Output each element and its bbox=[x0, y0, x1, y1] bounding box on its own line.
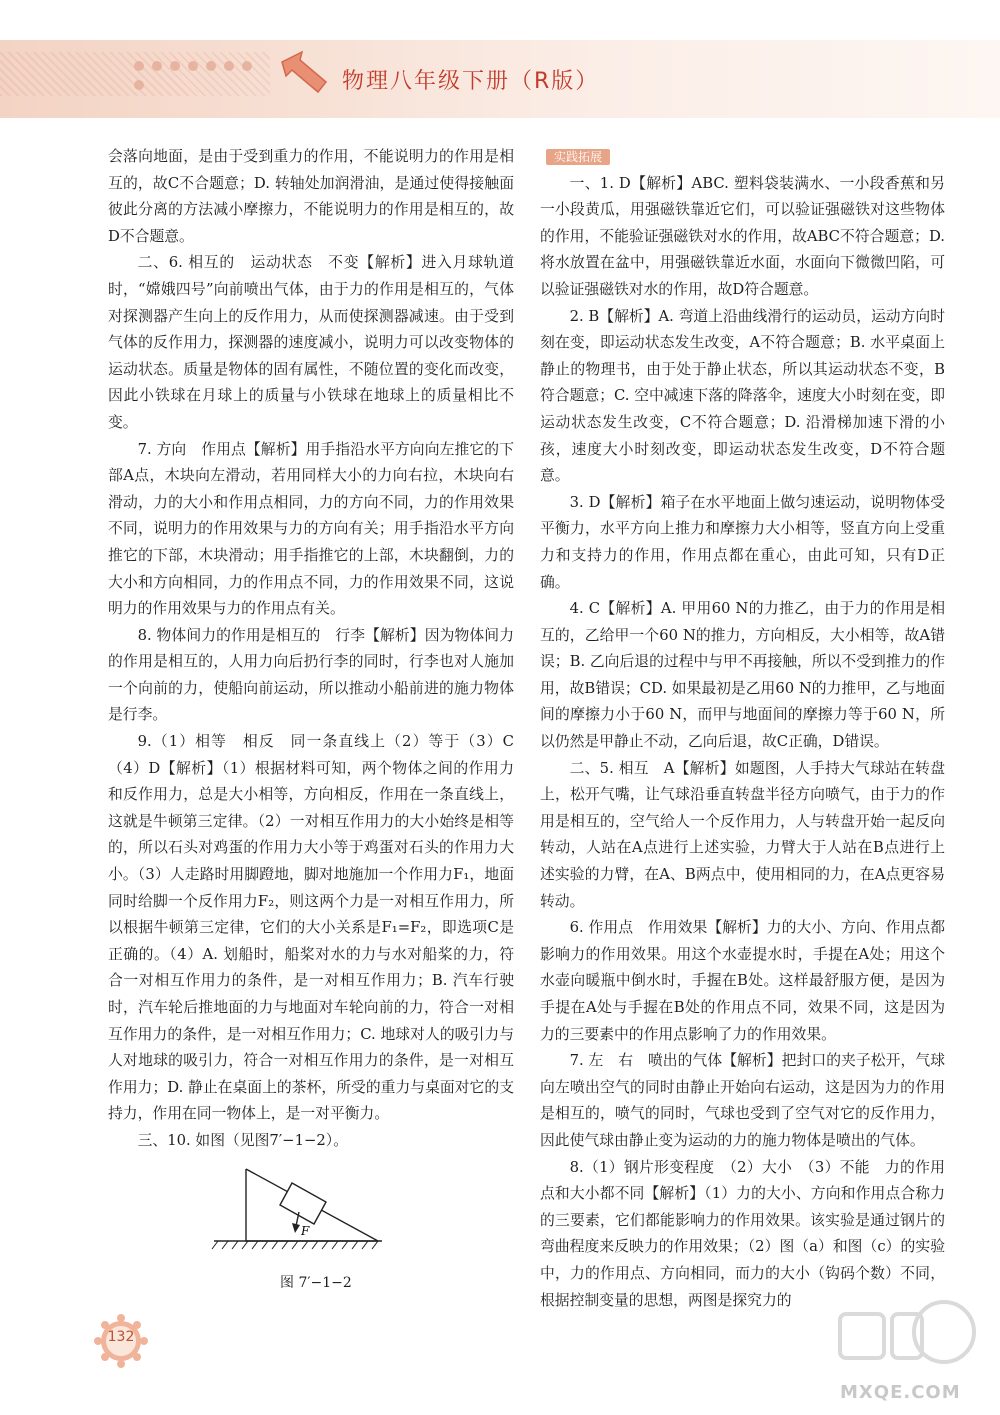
header-dots-decoration bbox=[130, 58, 260, 88]
left-column bbox=[108, 144, 514, 1155]
arrow-icon bbox=[276, 48, 332, 104]
page-number: 132 bbox=[107, 1329, 135, 1345]
page-header-title: 物理八年级下册（R版） bbox=[342, 69, 600, 94]
answer-paragraph: 二、5. 相互 A【解析】如题图，人手持大气球站在转盘上，松开气嘴，让气球沿垂直转盘半径方向喷气，由于力的作用是相互的，空气给人一个反作用力，人与转盘开始一起反向转动，人站在A点进行上述实验，力臂大于人站在B点进行上述实验的力臂，在A、B两点中，使用相同的力，在A点更容易转动。 bbox=[540, 759, 945, 910]
answer-paragraph: 二、6. 相互的 运动状态 不变【解析】进入月球轨道时，“嫦娥四号”向前喷出气体，由于力的作用是相互的，气体对探测器产生向上的反作用力，从而使探测器减速。由于受到气体的反作用力，探测器的速度减小，说明力可以改变物体的运动状态。质量是物体的固有属性，不随位置的变化而改变，因此小铁球在月球上的质量与小铁球在地球上的质量相比不变。 bbox=[108, 254, 514, 431]
answer-paragraph: 3. D【解析】箱子在水平地面上做匀速运动，说明物体受平衡力，水平方向上推力和摩擦力大小相等，竖直方向上受重力和支持力的作用，作用点都在重心，由此可知，只有D正确。 bbox=[540, 493, 945, 591]
answer-paragraph: 2. B【解析】A. 弯道上沿曲线滑行的运动员，运动方向时刻在变，即运动状态发生改变，A不符合题意；B. 水平桌面上静止的物理书，由于处于静止状态，所以其运动状态不变，B符合题意；C. 空中减速下落的降落伞，速度大小时刻在变，即运动状态发生改变，C不符合题意；D. 沿滑梯加速下滑的小孩，速度大小时刻改变，即运动状态发生改变，D不符合题意。 bbox=[540, 307, 945, 485]
answer-paragraph: 8. 物体间力的作用是相互的 行李【解析】因为物体间力的作用是相互的，人用力向后扔行李的同时，行李也对人施加一个向前的力，使船向前运动，所以推动小船前进的施力物体是行李。 bbox=[108, 626, 514, 724]
answer-paragraph: 会落向地面，是由于受到重力的作用，不能说明力的作用是相互的，故C不合题意；D. 转轴处加润滑油，是通过使得接触面彼此分离的方法减小摩擦力，不能说明力的作用是相互的，故D不合题意。 bbox=[108, 148, 514, 245]
right-column bbox=[540, 144, 945, 1314]
watermark-text: MXQE.COM bbox=[840, 1382, 961, 1403]
answer-paragraph: 6. 作用点 作用效果【解析】力的大小、方向、作用点都影响力的作用效果。用这个水壶提水时，手提在A处；用这个水壶向暖瓶中倒水时，手握在B处。这样最舒服方便，是因为手提在A处与手握在B处的作用点不同，效果不同，这是因为力的三要素中的作用点影响了力的作用效果。 bbox=[540, 919, 945, 1043]
answer-paragraph: 7. 左 右 喷出的气体【解析】把封口的夹子松开，气球向左喷出空气的同时由静止开始向右运动，这是因为力的作用是相互的，喷气的同时，气球也受到了空气对它的反作用力，因此使气球由静止变为运动的力的施力物体是喷出的气体。 bbox=[540, 1052, 945, 1149]
answer-paragraph: 8.（1）钢片形变程度 （2）大小 （3）不能 力的作用点和大小都不同【解析】（1）力的大小、方向和作用点合称力的三要素，它们都能影响力的作用效果。该实验是通过钢片的弯曲程度来反映力的作用效果；（2）图（a）和图（c）的实验中，力的作用点、方向相同，而力的大小（钩码个数）不同，根据控制变量的思想，两图是探究力的 bbox=[540, 1158, 945, 1309]
answer-paragraph: 7. 方向 作用点【解析】用手指沿水平方向向左推它的下部A点，木块向左滑动，若用同样大小的力向右拉，木块向右滑动，力的大小和作用点相同，力的方向不同，力的作用效果不同，说明力的作用效果与力的方向有关；用手指沿水平方向推它的下部，木块滑动；用手指推它的上部，木块翻倒，力的大小和方向相同，力的作用点不同，力的作用效果不同，这说明力的作用效果与力的作用点有关。 bbox=[108, 440, 514, 618]
figure-caption: 图 7′−1−2 bbox=[280, 1275, 352, 1291]
section-tag: 实践拓展 bbox=[546, 149, 610, 165]
incline-force-diagram bbox=[208, 1165, 388, 1265]
answer-paragraph: 9.（1）相等 相反 同一条直线上（2）等于（3）C（4）D【解析】（1）根据材料可知，两个物体之间的作用力和反作用力，总是大小相等，方向相反，作用在一条直线上，这就是牛顿第三定律。（2）一对相互作用力的大小始终是相等的，所以石头对鸡蛋的作用力大小等于鸡蛋对石头的作用力大小。（3）人走路时用脚蹬地，脚对地施加一个作用力F₁，地面同时给脚一个反作用力F₂，则这两个力是一对相互作用力，所以根据牛顿第三定律，它们的大小关系是F₁=F₂，即选项C是正确的。（4）A. 划船时，船桨对水的力与水对船桨的力，符合一对相互作用力的条件，是一对相互作用力；B. 汽车行驶时，汽车轮后推地面的力与地面对车轮向前的力，符合一对相互作用力的条件，是一对相互作用力；C. 地球对人的吸引力与人对地球的吸引力，符合一对相互作用力的条件，是一对相互作用力；D. 静止在桌面上的茶杯，所受的重力与桌面对它的支持力，作用在同一物体上，是一对平衡力。 bbox=[108, 733, 514, 1123]
force-label: F bbox=[301, 1224, 310, 1238]
answer-paragraph: 三、10. 如图（见图7′−1−2）。 bbox=[137, 1131, 349, 1149]
answer-paragraph: 一、1. D【解析】ABC. 塑料袋装满水、一小段香蕉和另一小段黄瓜，用强磁铁靠近它们，可以验证强磁铁对这些物体的作用，不能验证强磁铁对水的作用，故ABC不符合题意；D. 将水放置在盆中，用强磁铁靠近水面，水面向下微微凹陷，可以验证强磁铁对水的作用，故D符合题意。 bbox=[540, 174, 945, 298]
answer-paragraph: 4. C【解析】A. 甲用60 N的力推乙，由于力的作用是相互的，乙给甲一个60 N的推力，方向相反，大小相等，故A错误；B. 乙向后退的过程中与甲不再接触，所以不受到推力的作用，故B错误；CD. 如果最初是乙用60 N的力推甲，乙与地面间的摩擦力小于60 N，而甲与地面间的摩擦力等于60 N，所以仍然是甲静止不动，乙向后退，故C正确，D错误。 bbox=[540, 600, 946, 751]
